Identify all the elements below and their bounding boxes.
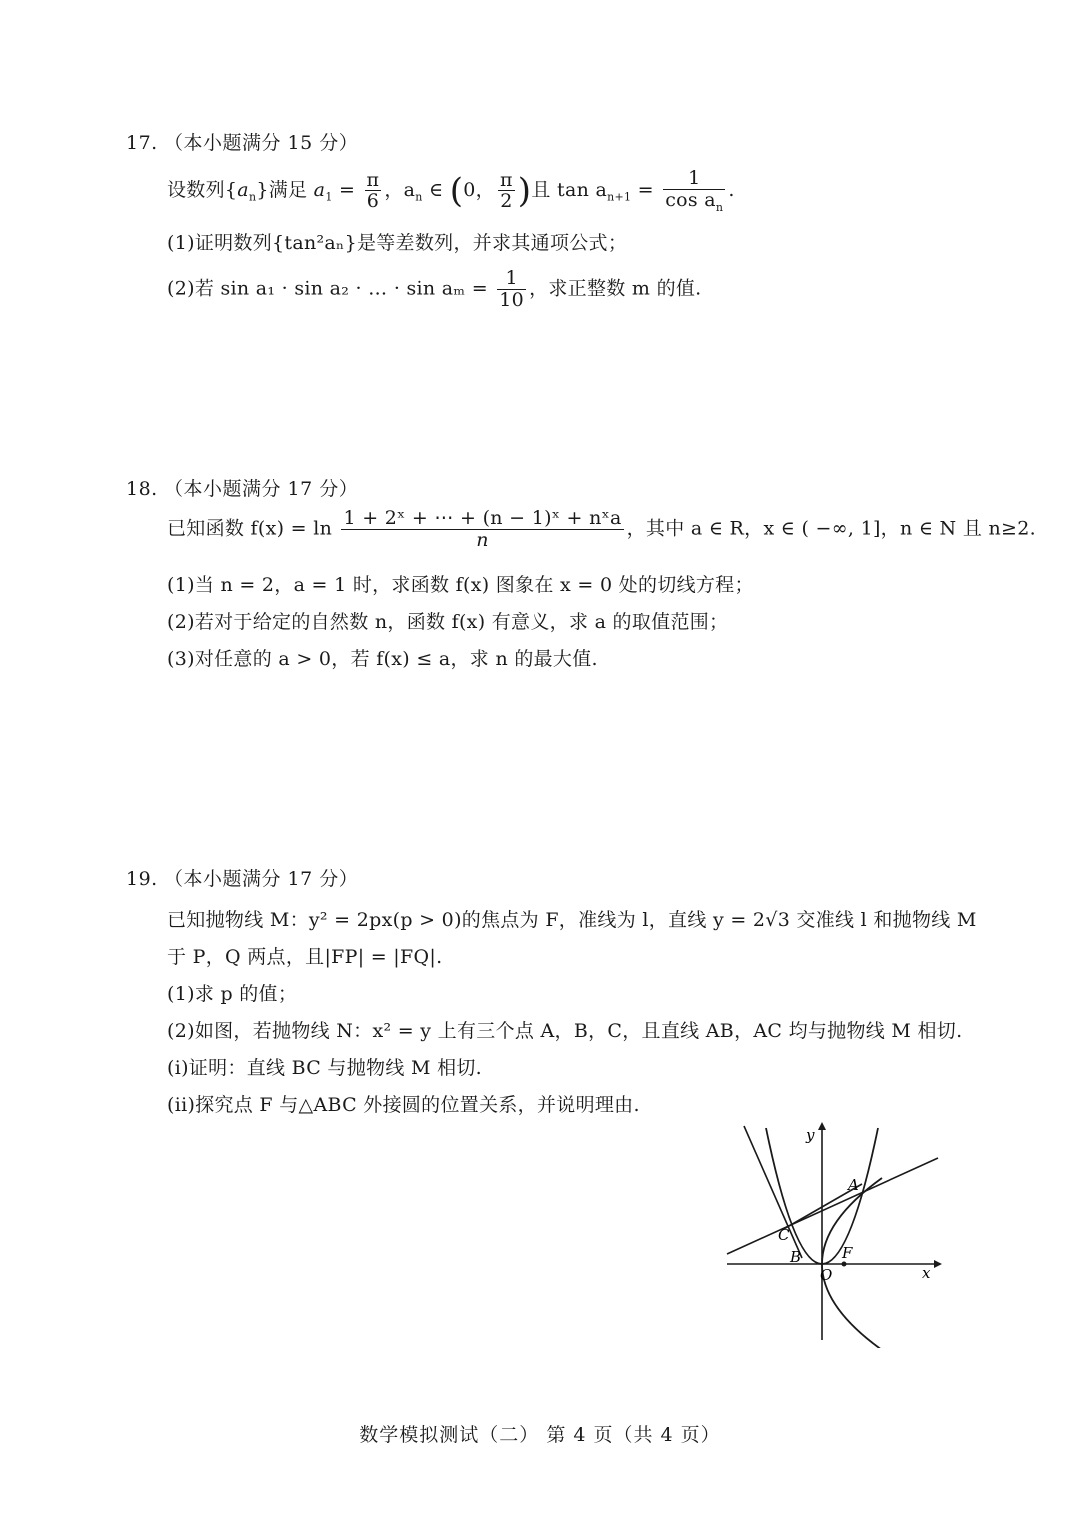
y-axis-arrow — [818, 1122, 826, 1130]
q17-part2-text-b: ，求正整数 m 的值. — [529, 277, 702, 300]
q17-frac-den: 6 — [366, 190, 380, 213]
q19-score: （本小题满分 17 分） — [164, 868, 359, 890]
q17-part2-frac — [497, 268, 526, 311]
q17-frac-sec: $\frac{1}{\cos a_n}$ — [665, 167, 724, 214]
q17-frac-pi-6 — [365, 170, 382, 213]
q18-stem — [167, 508, 1036, 551]
q17-frac-pi-2 — [498, 170, 515, 213]
q18-header — [126, 474, 358, 501]
q17-stem-zero: 0， — [463, 178, 495, 201]
label-c: C — [778, 1226, 790, 1244]
q17-part2-num: 1 — [497, 268, 526, 290]
x-axis-arrow — [934, 1260, 942, 1268]
q17-part2-text-a: (2)若 sin a₁ · sin a₂ · … · sin aₘ = — [167, 277, 488, 300]
q17-stem-text-1: 设数列{ — [167, 178, 238, 201]
q17-part2-den: 10 — [499, 288, 525, 311]
q17-frac3-den: cos a — [665, 188, 716, 211]
label-y: y — [806, 1126, 815, 1144]
q17-frac3-num: 1 — [663, 168, 725, 190]
label-b: B — [790, 1248, 802, 1266]
label-x: x — [922, 1264, 931, 1282]
q19-stem-line1: 已知抛物线 M：y² = 2px(p > 0)的焦点为 F，准线为 l，直线 y = 2√3 交准线 l 和抛物线 M — [167, 909, 977, 931]
q17-frac2-den: 2 — [500, 190, 513, 213]
q17-frac-num: π — [366, 168, 380, 191]
label-f: F — [842, 1244, 853, 1262]
q17-header — [126, 128, 358, 155]
q19-header — [126, 864, 358, 891]
q17-stem-in: ∈ — [429, 178, 444, 201]
q17-stem-end: . — [728, 178, 735, 201]
q18-frac-num: 1 + 2ˣ + ⋯ + (n − 1)ˣ + nˣa — [343, 507, 622, 529]
page-footer: 数学模拟测试（二） 第 4 页（共 4 页） — [359, 1424, 721, 1446]
parabola-m — [822, 1178, 882, 1348]
q18-stem-text-a: 已知函数 f(x) = ln — [167, 517, 333, 540]
q19-part1: (1)求 p 的值； — [167, 983, 298, 1005]
q17-stem-an: ，a — [384, 178, 416, 201]
label-o: O — [820, 1266, 833, 1284]
q18-part3: (3)对任意的 a > 0，若 f(x) ≤ a，求 n 的最大值. — [167, 648, 598, 670]
q19-part2: (2)如图，若抛物线 N：x² = y 上有三个点 A，B，C，且直线 AB，AC 均与抛物线 M 相切. — [167, 1020, 963, 1042]
focus-point — [842, 1262, 847, 1267]
q18-frac-den: n — [476, 528, 489, 551]
q17-stem-text-2: }满足 — [256, 178, 308, 201]
line-ab — [744, 1126, 802, 1258]
q19-number: 19. — [126, 868, 158, 890]
q17-part1: (1)证明数列{tan²aₙ}是等差数列，并求其通项公式； — [167, 232, 628, 254]
q19-stem-line2: 于 P，Q 两点，且|FP| = |FQ|. — [167, 946, 443, 968]
q19-figure — [722, 1118, 942, 1348]
q18-number: 18. — [126, 478, 158, 500]
q17-stem-eq: = — [338, 178, 362, 201]
q18-part2: (2)若对于给定的自然数 n，函数 f(x) 有意义，求 a 的取值范围； — [167, 611, 729, 633]
q18-part1: (1)当 n = 2，a = 1 时，求函数 f(x) 图象在 x = 0 处的切线方程； — [167, 574, 754, 596]
q17-part2 — [167, 268, 702, 311]
q18-stem-frac — [341, 508, 623, 551]
q17-stem-eq2: = — [637, 178, 654, 201]
line-ac — [727, 1158, 938, 1254]
q19-part2-i: (i)证明：直线 BC 与抛物线 M 相切. — [167, 1057, 483, 1079]
q17-score: （本小题满分 15 分） — [164, 132, 359, 154]
q17-stem-tan: 且 tan a — [531, 178, 608, 201]
q19-part2-ii: (ii)探究点 F 与△ABC 外接圆的位置关系，并说明理由. — [167, 1094, 640, 1116]
q18-score: （本小题满分 17 分） — [164, 478, 359, 500]
q17-frac2-num: π — [500, 168, 513, 191]
q18-stem-text-b: ，其中 a ∈ R，x ∈ ( −∞, 1]，n ∈ N 且 n≥2. — [626, 517, 1036, 540]
q17-number: 17. — [126, 132, 158, 154]
label-a: A — [848, 1176, 859, 1194]
q17-stem: 设数列$\{a_n\}$满足 $a_1$ = $\frac{\pi}{6}$ ，$a_n$ ∈ (0， $\frac{\pi}{2}$ )且 $\tan a_{n+1}$ = $\frac{1}{\cos a_n}$ . — [167, 167, 735, 214]
